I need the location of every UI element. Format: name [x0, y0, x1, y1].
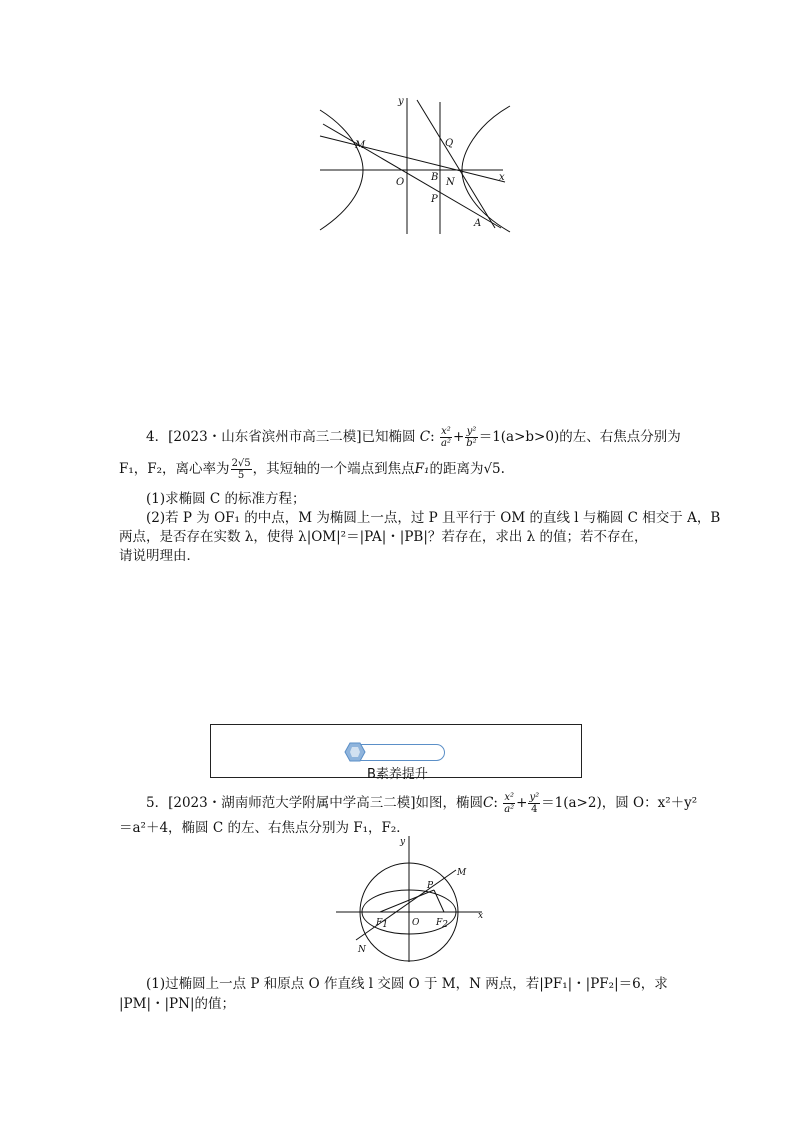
line-ma [323, 124, 501, 228]
problem-5-source: 5．[2023・湖南师范大学附属中学高三二模]如图，椭圆 [146, 795, 483, 811]
line-qa [417, 100, 495, 228]
section-banner [210, 724, 582, 782]
label-o: O [396, 177, 405, 188]
sqrt-5: √5 [483, 461, 501, 477]
fraction-x2-a2 [440, 426, 452, 449]
line-mn [320, 136, 505, 182]
label-y: y [400, 837, 406, 847]
question-1-line-2: |PM|・|PN|的值； [119, 996, 235, 1012]
frac-den: 4 [531, 804, 538, 815]
period: . [500, 461, 505, 477]
label-p: P [427, 881, 434, 891]
label-q: Q [445, 138, 454, 149]
label-y: y [398, 96, 404, 107]
focus-f1: F₁ [414, 461, 430, 477]
fraction-x2-a2 [503, 792, 515, 815]
segment-pf2 [434, 890, 444, 912]
plus-sign: + [452, 429, 465, 445]
hexagon-icon [344, 741, 366, 763]
fraction-eccentricity [231, 458, 252, 481]
foci-and-eccentricity: F₁，F₂，离心率为 [119, 461, 230, 477]
fraction-y2-4 [528, 792, 540, 815]
equation-tail: ＝1(a>b>0)的左、右焦点分别为 [478, 429, 681, 445]
frac-den: 5 [237, 470, 245, 481]
circle-and-foci-text: ＝a²＋4，椭圆 C 的左、右焦点分别为 F₁，F₂． [119, 820, 410, 836]
label-m: M [457, 868, 467, 878]
fraction-y2-b2 [465, 426, 477, 449]
problem-5-question-1 [146, 973, 668, 995]
frac-num: y² [466, 426, 477, 437]
question-1-text: (1)求椭圆 C 的标准方程； [146, 491, 306, 507]
question-1-line-1: (1)过椭圆上一点 P 和原点 O 作直线 l 交圆 O 于 M，N 两点，若|PF₁|・|PF₂|＝6，求 [146, 976, 668, 992]
ellipse-circle-figure [336, 832, 486, 964]
question-2-line-2: 两点，是否存在实数 λ，使得 λ|OM|²＝|PA|・|PB|？若存在，求出 λ 的值；若不存在， [119, 529, 648, 545]
question-2-line-1: (2)若 P 为 OF₁ 的中点，M 为椭圆上一点，过 P 且平行于 OM 的直线 l 与椭圆 C 相交于 A，B [146, 510, 721, 526]
frac-num: x² [504, 792, 514, 803]
problem-4-question-2-end [119, 545, 200, 567]
frac-den: a² [504, 804, 515, 815]
frac-den: b² [466, 438, 477, 449]
problem-5-line-1 [146, 792, 697, 815]
ellipse-name: C [419, 429, 431, 445]
problem-4-line-1 [146, 426, 681, 449]
frac-num: y² [529, 792, 540, 803]
label-f2: F2 [436, 918, 448, 930]
label-x: x [499, 172, 505, 183]
colon: : [493, 795, 498, 811]
frac-num: x² [441, 426, 451, 437]
label-n: N [358, 945, 366, 955]
distance-text: 的距离为 [429, 461, 484, 477]
label-m: M [355, 140, 366, 151]
frac-num: 2√5 [231, 458, 251, 469]
label-p: P [431, 194, 438, 205]
section-badge [347, 744, 445, 761]
plus-sign: + [516, 795, 528, 811]
label-b: B [431, 172, 439, 183]
problem-4-source: 4．[2023・山东省滨州市高三二模]已知椭圆 [146, 429, 416, 445]
label-f1: F1 [376, 918, 388, 930]
segment-pf1 [380, 890, 434, 912]
hyperbola-figure [315, 92, 515, 237]
label-a: A [474, 218, 482, 229]
colon: : [430, 429, 435, 445]
frac-den: a² [440, 438, 451, 449]
short-axis-text: ，其短轴的一个端点到焦点 [252, 461, 415, 477]
label-n: N [446, 177, 455, 188]
equation-tail: ＝1(a>2)，圆 O：x²＋y² [541, 795, 698, 811]
problem-4-line-2 [119, 458, 505, 481]
question-2-line-3: 请说明理由． [119, 548, 200, 564]
label-o: O [412, 918, 420, 928]
section-title: B素养提升 [367, 767, 428, 782]
label-x: x [478, 911, 484, 921]
ellipse-name: C [482, 795, 494, 811]
problem-5-question-1-cont [119, 993, 235, 1015]
